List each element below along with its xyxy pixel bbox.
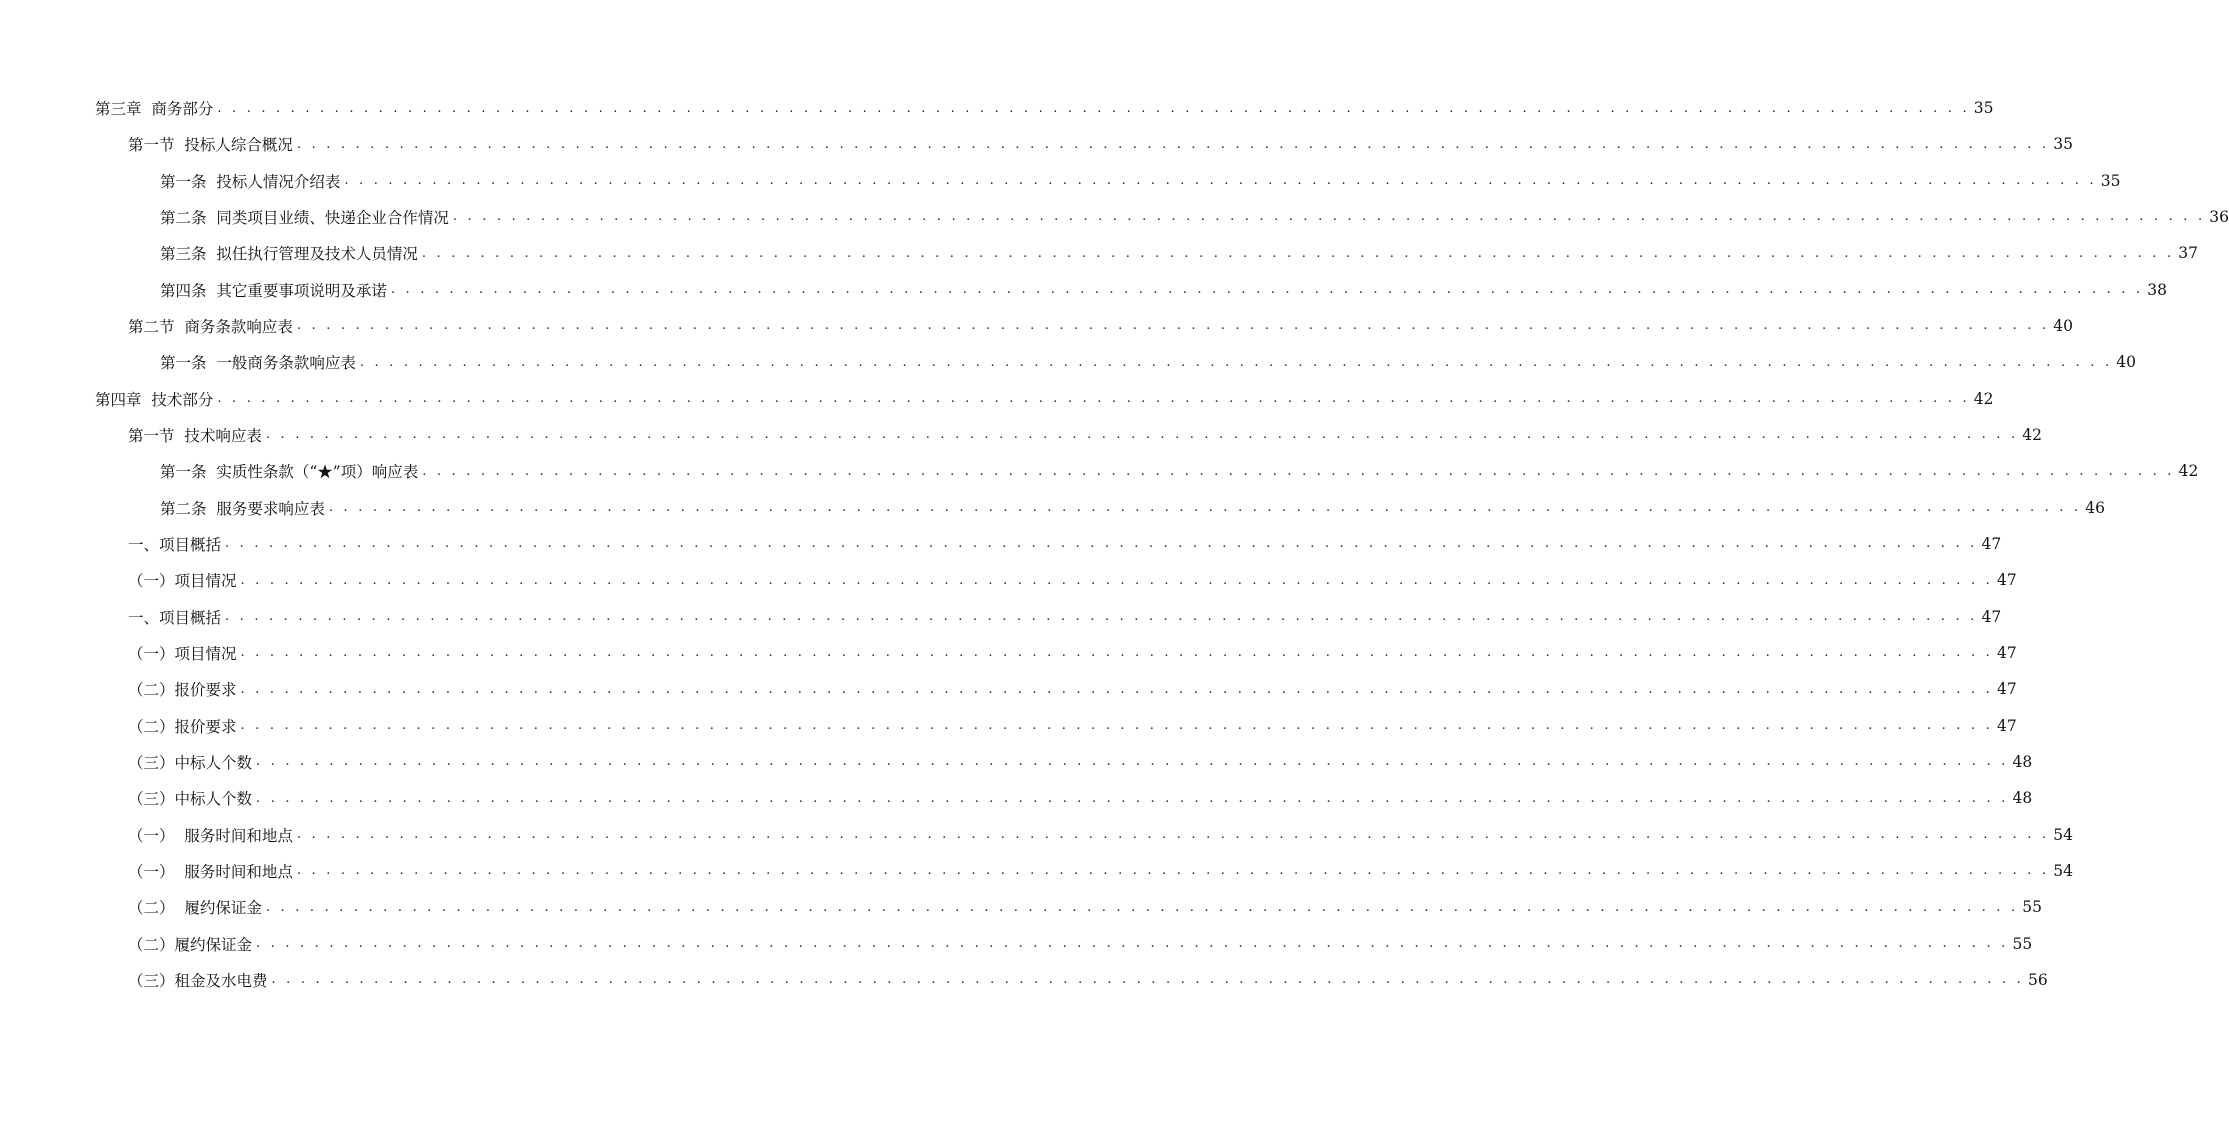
toc-entry-title: （二） 履约保证金	[128, 899, 262, 918]
dot-leader: . . . . . . . . . . . . . . . . . . . . . . . . . . . . . . . . . . . . . . . . . . . . . . . . . . . . . . . . . . . . . . . . . . . . . . . . . . . . . . . . . . . . . . . . . . . . . . . . . . . . . . . . . . . . . . . . . . . . . . . .	[256, 754, 2009, 770]
dot-leader: . . . . . . . . . . . . . . . . . . . . . . . . . . . . . . . . . . . . . . . . . . . . . . . . . . . . . . . . . . . . . . . . . . . . . . . . . . . . . . . . . . . . . . . . . . . . . . . . . . . . . . . . . . . . . . . . . . . . . . . .	[240, 572, 1993, 588]
toc-entry[interactable]	[128, 308, 2074, 344]
dot-leader: . . . . . . . . . . . . . . . . . . . . . . . . . . . . . . . . . . . . . . . . . . . . . . . . . . . . . . . . . . . . . . . . . . . . . . . . . . . . . . . . . . . . . . . . . . . . . . . . . . . . . . . . . . . . . . . . . . . . . . . .	[296, 827, 2050, 843]
toc-entry-page-number: 54	[2053, 825, 2074, 844]
toc-entry[interactable]	[160, 235, 2199, 271]
toc-entry-title: 一、项目概括	[128, 608, 222, 627]
toc-entry-page-number: 36	[2209, 207, 2229, 226]
dot-leader: . . . . . . . . . . . . . . . . . . . . . . . . . . . . . . . . . . . . . . . . . . . . . . . . . . . . . . . . . . . . . . . . . . . . . . . . . . . . . . . . . . . . . . . . . . . . . . . . . . . . . . . . . . . . . . . . . . . . . . . .	[359, 354, 2113, 370]
toc-entry-title: 第一节 投标人综合概况	[128, 136, 293, 155]
toc-entry-page-number: 55	[2012, 934, 2033, 953]
dot-leader: . . . . . . . . . . . . . . . . . . . . . . . . . . . . . . . . . . . . . . . . . . . . . . . . . . . . . . . . . . . . . . . . . . . . . . . . . . . . . . . . . . . . . . . . . . . . . . . . . . . . . . . . . . . . . . . . . . . . . . . .	[328, 500, 2082, 516]
toc-entry-title: 第一条 实质性条款（“★”项）响应表	[160, 463, 419, 482]
toc-entry[interactable]	[128, 780, 2033, 816]
dot-leader: . . . . . . . . . . . . . . . . . . . . . . . . . . . . . . . . . . . . . . . . . . . . . . . . . . . . . . . . . . . . . . . . . . . . . . . . . . . . . . . . . . . . . . . . . . . . . . . . . . . . . . . . . . . . . . . . . . . . . . . .	[240, 718, 1993, 734]
toc-entry-page-number: 42	[1973, 389, 1994, 408]
toc-entry-title: （一）项目情况	[128, 572, 237, 591]
toc-entry-title: （一） 服务时间和地点	[128, 826, 293, 845]
toc-entry-title: 第四章 技术部分	[95, 390, 214, 409]
dot-leader: . . . . . . . . . . . . . . . . . . . . . . . . . . . . . . . . . . . . . . . . . . . . . . . . . . . . . . . . . . . . . . . . . . . . . . . . . . . . . . . . . . . . . . . . . . . . . . . . . . . . . . . . . . . . . . . . . . . . . . . .	[296, 136, 2050, 152]
toc-entry[interactable]	[160, 163, 2121, 199]
toc-entry-page-number: 47	[1996, 680, 2017, 699]
toc-entry-page-number: 47	[1996, 643, 2017, 662]
toc-entry-title: （三）租金及水电费	[128, 971, 268, 990]
toc-entry-page-number: 42	[2178, 462, 2199, 481]
toc-entry-title: 第二条 同类项目业绩、快递企业合作情况	[160, 208, 449, 227]
toc-entry-page-number: 40	[2053, 316, 2074, 335]
toc-entry-title: 第四条 其它重要事项说明及承诺	[160, 281, 387, 300]
dot-leader: . . . . . . . . . . . . . . . . . . . . . . . . . . . . . . . . . . . . . . . . . . . . . . . . . . . . . . . . . . . . . . . . . . . . . . . . . . . . . . . . . . . . . . . . . . . . . . . . . . . . . . . . . . . . . . . . . . . . . . . .	[217, 391, 1970, 407]
dot-leader: . . . . . . . . . . . . . . . . . . . . . . . . . . . . . . . . . . . . . . . . . . . . . . . . . . . . . . . . . . . . . . . . . . . . . . . . . . . . . . . . . . . . . . . . . . . . . . . . . . . . . . . . . . . . . . . . . . . . . . . .	[271, 972, 2024, 988]
toc-entry-page-number: 54	[2053, 861, 2074, 880]
toc-entry-title: （二）报价要求	[128, 717, 237, 736]
toc-entry-title: 第二条 服务要求响应表	[160, 499, 325, 518]
toc-entry[interactable]	[128, 744, 2033, 780]
toc-entry-page-number: 40	[2116, 353, 2137, 372]
toc-entry[interactable]	[128, 926, 2033, 962]
toc-entry[interactable]	[160, 199, 2229, 235]
toc-entry-title: 第一条 投标人情况介绍表	[160, 172, 341, 191]
dot-leader: . . . . . . . . . . . . . . . . . . . . . . . . . . . . . . . . . . . . . . . . . . . . . . . . . . . . . . . . . . . . . . . . . . . . . . . . . . . . . . . . . . . . . . . . . . . . . . . . . . . . . . . . . . . . . . . . . . . . . . . .	[296, 863, 2050, 879]
toc-entry[interactable]	[160, 453, 2199, 489]
toc-entry-page-number: 55	[2022, 898, 2043, 917]
toc-entry-page-number: 37	[2178, 244, 2199, 263]
dot-leader: . . . . . . . . . . . . . . . . . . . . . . . . . . . . . . . . . . . . . . . . . . . . . . . . . . . . . . . . . . . . . . . . . . . . . . . . . . . . . . . . . . . . . . . . . . . . . . . . . . . . . . . . . . . . . . . . . . . . . . . .	[452, 209, 2206, 225]
toc-entry-page-number: 35	[1973, 99, 1994, 117]
dot-leader: . . . . . . . . . . . . . . . . . . . . . . . . . . . . . . . . . . . . . . . . . . . . . . . . . . . . . . . . . . . . . . . . . . . . . . . . . . . . . . . . . . . . . . . . . . . . . . . . . . . . . . . . . . . . . . . . . . . . . . . .	[421, 245, 2175, 261]
toc-entry-page-number: 47	[1981, 607, 2002, 626]
toc-entry[interactable]	[128, 853, 2074, 889]
toc-entry-page-number: 47	[1996, 716, 2017, 735]
toc-entry-page-number: 56	[2027, 970, 2048, 989]
toc-entry[interactable]	[128, 599, 2002, 635]
toc-entry[interactable]	[128, 817, 2074, 853]
dot-leader: . . . . . . . . . . . . . . . . . . . . . . . . . . . . . . . . . . . . . . . . . . . . . . . . . . . . . . . . . . . . . . . . . . . . . . . . . . . . . . . . . . . . . . . . . . . . . . . . . . . . . . . . . . . . . . . . . . . . . . . .	[225, 536, 1978, 552]
toc-entry[interactable]	[128, 671, 2017, 707]
toc-entry[interactable]	[128, 635, 2017, 671]
dot-leader: . . . . . . . . . . . . . . . . . . . . . . . . . . . . . . . . . . . . . . . . . . . . . . . . . . . . . . . . . . . . . . . . . . . . . . . . . . . . . . . . . . . . . . . . . . . . . . . . . . . . . . . . . . . . . . . . . . . . . . . .	[217, 100, 1970, 116]
toc-entry-title: 第一节 技术响应表	[128, 426, 262, 445]
toc-entry-page-number: 47	[1996, 571, 2017, 590]
toc-entry-title: 第一条 一般商务条款响应表	[160, 354, 356, 373]
toc-entry[interactable]	[160, 344, 2137, 380]
toc-entry-title: 一、项目概括	[128, 535, 222, 554]
toc-entry-page-number: 48	[2012, 789, 2033, 808]
dot-leader: . . . . . . . . . . . . . . . . . . . . . . . . . . . . . . . . . . . . . . . . . . . . . . . . . . . . . . . . . . . . . . . . . . . . . . . . . . . . . . . . . . . . . . . . . . . . . . . . . . . . . . . . . . . . . . . . . . . . . . . .	[344, 173, 2097, 189]
toc-entry-page-number: 38	[2147, 280, 2168, 299]
toc-entry[interactable]	[128, 126, 2074, 162]
dot-leader: . . . . . . . . . . . . . . . . . . . . . . . . . . . . . . . . . . . . . . . . . . . . . . . . . . . . . . . . . . . . . . . . . . . . . . . . . . . . . . . . . . . . . . . . . . . . . . . . . . . . . . . . . . . . . . . . . . . . . . . .	[240, 645, 1993, 661]
dot-leader: . . . . . . . . . . . . . . . . . . . . . . . . . . . . . . . . . . . . . . . . . . . . . . . . . . . . . . . . . . . . . . . . . . . . . . . . . . . . . . . . . . . . . . . . . . . . . . . . . . . . . . . . . . . . . . . . . . . . . . . .	[390, 282, 2144, 298]
dot-leader: . . . . . . . . . . . . . . . . . . . . . . . . . . . . . . . . . . . . . . . . . . . . . . . . . . . . . . . . . . . . . . . . . . . . . . . . . . . . . . . . . . . . . . . . . . . . . . . . . . . . . . . . . . . . . . . . . . . . . . . .	[225, 609, 1978, 625]
toc-entry[interactable]	[160, 272, 2168, 308]
toc-entry[interactable]	[128, 889, 2043, 925]
dot-leader: . . . . . . . . . . . . . . . . . . . . . . . . . . . . . . . . . . . . . . . . . . . . . . . . . . . . . . . . . . . . . . . . . . . . . . . . . . . . . . . . . . . . . . . . . . . . . . . . . . . . . . . . . . . . . . . . . . . . . . . .	[265, 427, 2019, 443]
toc-entry-title: （二）报价要求	[128, 681, 237, 700]
toc-entry[interactable]	[128, 562, 2017, 598]
toc-entry-title: 第三条 拟任执行管理及技术人员情况	[160, 245, 418, 264]
toc-entry-title: 第三章 商务部分	[95, 100, 214, 118]
toc-entry-page-number: 47	[1981, 534, 2002, 553]
toc-entry[interactable]	[95, 90, 1994, 126]
toc-entry-title: （二）履约保证金	[128, 935, 253, 954]
toc-entry[interactable]	[128, 526, 2002, 562]
dot-leader: . . . . . . . . . . . . . . . . . . . . . . . . . . . . . . . . . . . . . . . . . . . . . . . . . . . . . . . . . . . . . . . . . . . . . . . . . . . . . . . . . . . . . . . . . . . . . . . . . . . . . . . . . . . . . . . . . . . . . . . .	[240, 681, 1993, 697]
toc-entry[interactable]	[160, 490, 2106, 526]
toc-entry-title: （一） 服务时间和地点	[128, 862, 293, 881]
dot-leader: . . . . . . . . . . . . . . . . . . . . . . . . . . . . . . . . . . . . . . . . . . . . . . . . . . . . . . . . . . . . . . . . . . . . . . . . . . . . . . . . . . . . . . . . . . . . . . . . . . . . . . . . . . . . . . . . . . . . . . . .	[265, 899, 2019, 915]
toc-entry[interactable]	[128, 417, 2043, 453]
dot-leader: . . . . . . . . . . . . . . . . . . . . . . . . . . . . . . . . . . . . . . . . . . . . . . . . . . . . . . . . . . . . . . . . . . . . . . . . . . . . . . . . . . . . . . . . . . . . . . . . . . . . . . . . . . . . . . . . . . . . . . . .	[296, 318, 2050, 334]
toc-entry[interactable]	[128, 962, 2048, 998]
toc-entry-page-number: 35	[2100, 171, 2121, 190]
dot-leader: . . . . . . . . . . . . . . . . . . . . . . . . . . . . . . . . . . . . . . . . . . . . . . . . . . . . . . . . . . . . . . . . . . . . . . . . . . . . . . . . . . . . . . . . . . . . . . . . . . . . . . . . . . . . . . . . . . . . . . . .	[256, 790, 2009, 806]
dot-leader: . . . . . . . . . . . . . . . . . . . . . . . . . . . . . . . . . . . . . . . . . . . . . . . . . . . . . . . . . . . . . . . . . . . . . . . . . . . . . . . . . . . . . . . . . . . . . . . . . . . . . . . . . . . . . . . . . . . . . . . .	[422, 463, 2175, 479]
toc-entry-page-number: 48	[2012, 752, 2033, 771]
toc-entry-title: （三）中标人个数	[128, 790, 253, 809]
toc-entry[interactable]	[95, 381, 1994, 417]
dot-leader: . . . . . . . . . . . . . . . . . . . . . . . . . . . . . . . . . . . . . . . . . . . . . . . . . . . . . . . . . . . . . . . . . . . . . . . . . . . . . . . . . . . . . . . . . . . . . . . . . . . . . . . . . . . . . . . . . . . . . . . .	[256, 936, 2009, 952]
toc-entry-title: 第二节 商务条款响应表	[128, 317, 293, 336]
toc-entry-page-number: 42	[2022, 425, 2043, 444]
toc-entry-title: （一）项目情况	[128, 644, 237, 663]
toc-entry-page-number: 35	[2053, 135, 2074, 154]
toc-entry[interactable]	[128, 708, 2017, 744]
toc-entry-title: （三）中标人个数	[128, 753, 253, 772]
toc-entry-page-number: 46	[2085, 498, 2106, 517]
